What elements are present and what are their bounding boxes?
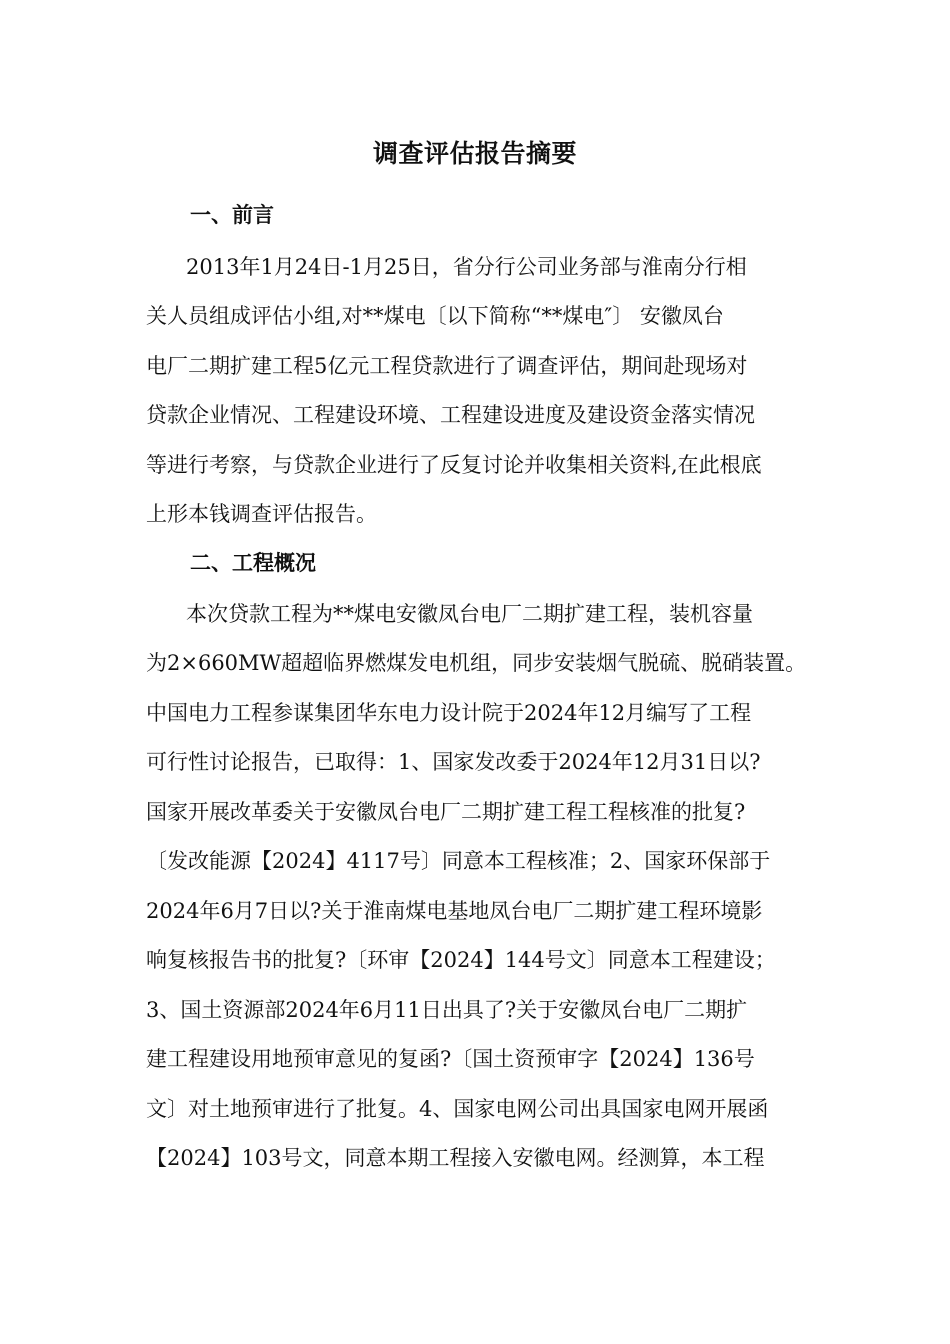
paragraph-line: 2013年1月24日-1月25日，省分行公司业务部与淮南分行相 <box>186 255 747 279</box>
paragraph-line: 〔发改能源【2024】4117号〕同意本工程核准；2、国家环保部于 <box>146 849 771 873</box>
paragraph-line: 可行性讨论报告，已取得：1、国家发改委于2024年12月31日以? <box>146 750 761 774</box>
paragraph-line: 为2×660MW超超临界燃煤发电机组，同步安装烟气脱硫、脱硝装置。 <box>146 651 807 675</box>
paragraph-line: 响复核报告书的批复?〔环审【2024】144号文〕同意本工程建设； <box>146 948 776 972</box>
paragraph-line: 上形本钱调查评估报告。 <box>146 502 377 526</box>
paragraph-line: 文〕对土地预审进行了批复。4、国家电网公司出具国家电网开展函 <box>146 1097 769 1121</box>
document-title: 调查评估报告摘要 <box>372 139 577 168</box>
paragraph-line: 国家开展改革委关于安徽凤台电厂二期扩建工程工程核准的批复? <box>146 800 746 824</box>
section-heading-preface: 一、前言 <box>190 202 274 227</box>
paragraph-line: 3、国土资源部2024年6月11日出具了?关于安徽凤台电厂二期扩 <box>146 998 748 1022</box>
paragraph-line: 中国电力工程参谋集团华东电力设计院于2024年12月编写了工程 <box>146 701 752 725</box>
paragraph-line: 关人员组成评估小组,对**煤电〔以下简称“**煤电″〕 安徽凤台 <box>146 304 724 328</box>
paragraph-line: 电厂二期扩建工程5亿元工程贷款进行了调查评估，期间赴现场对 <box>146 354 748 378</box>
paragraph-line: 贷款企业情况、工程建设环境、工程建设进度及建设资金落实情况 <box>146 403 755 427</box>
paragraph-line: 本次贷款工程为**煤电安徽凤台电厂二期扩建工程，装机容量 <box>186 602 753 626</box>
paragraph-line: 建工程建设用地预审意见的复函?〔国土资预审字【2024】136号 <box>146 1047 755 1071</box>
paragraph-line: 【2024】103号文，同意本期工程接入安徽电网。经测算，本工程 <box>146 1146 765 1170</box>
section-heading-project-overview: 二、工程概况 <box>190 550 316 575</box>
paragraph-line: 等进行考察，与贷款企业进行了反复讨论并收集相关资料,在此根底 <box>146 453 762 477</box>
paragraph-line: 2024年6月7日以?关于淮南煤电基地凤台电厂二期扩建工程环境影 <box>146 899 763 923</box>
